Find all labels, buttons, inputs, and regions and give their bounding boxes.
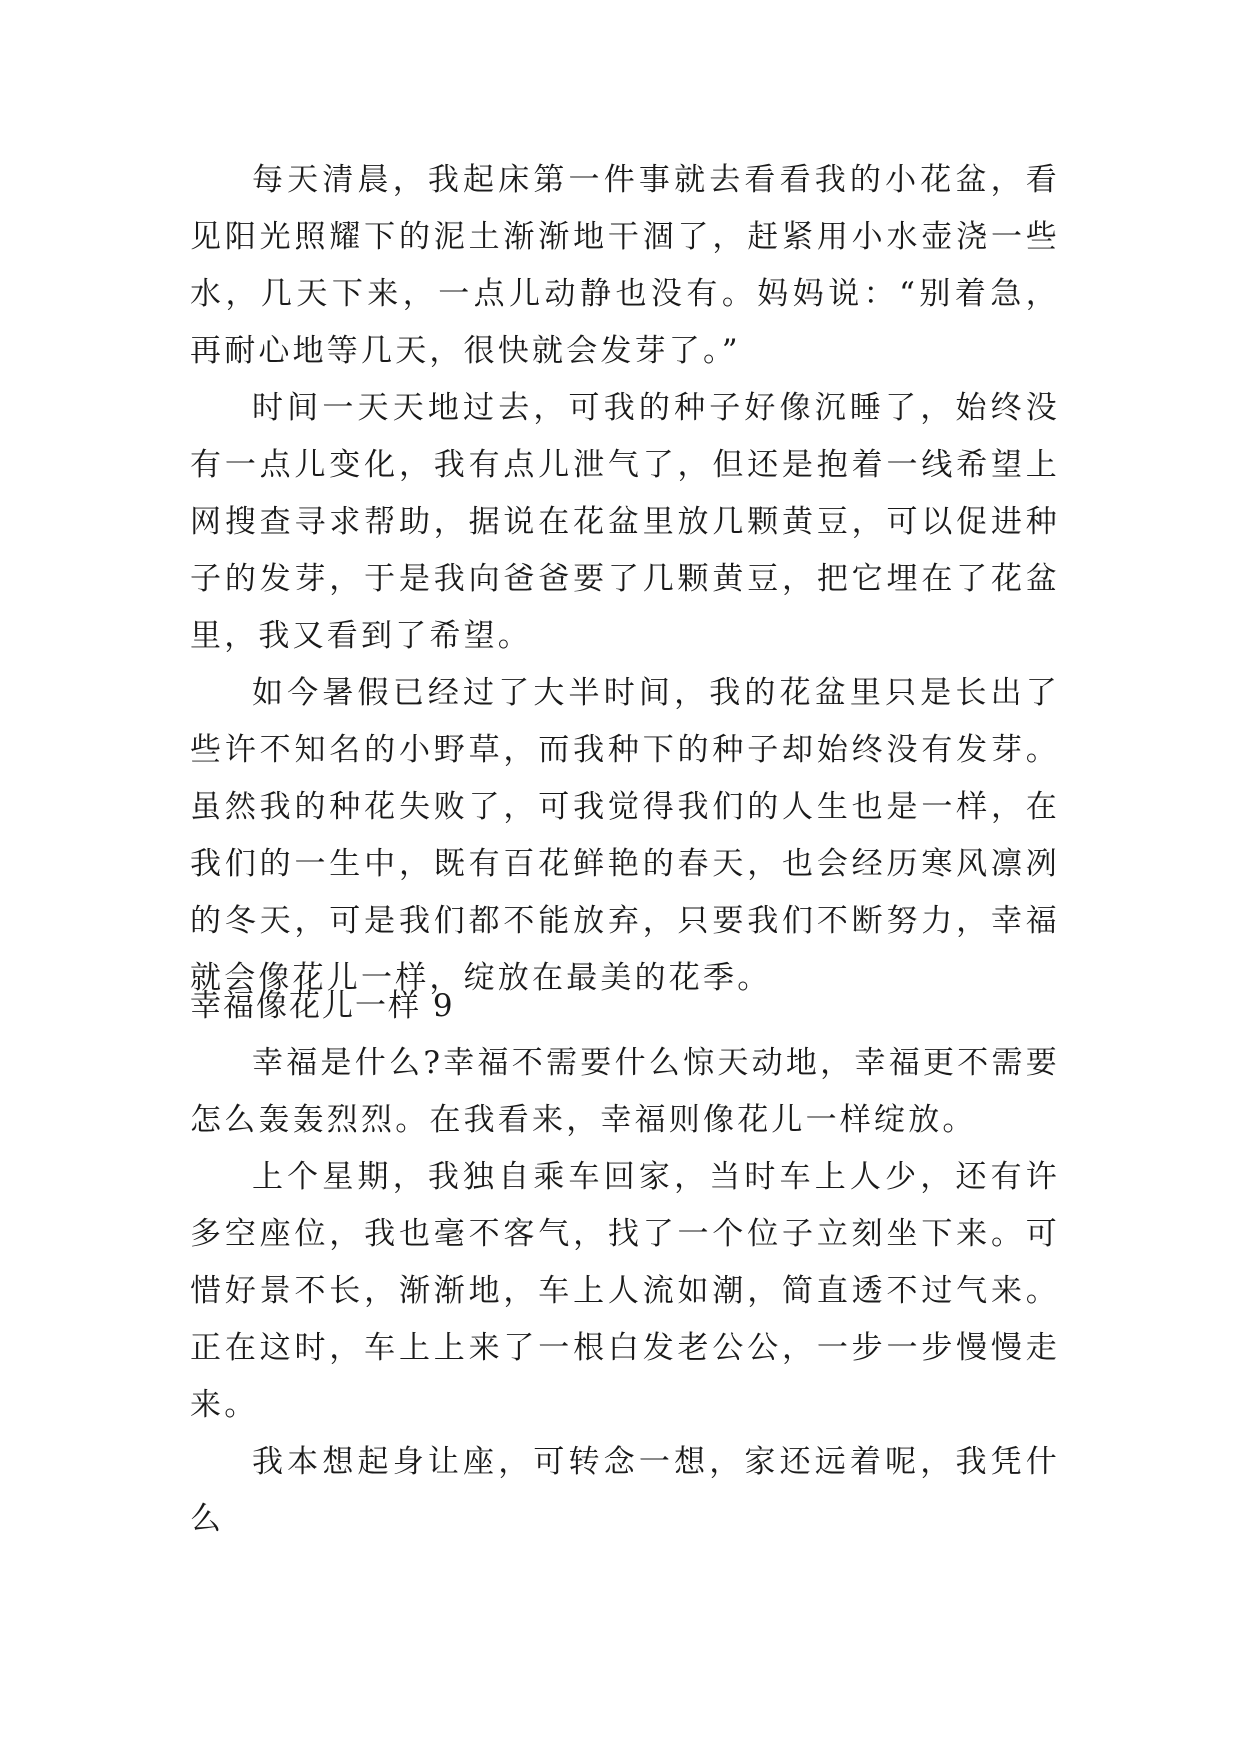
section-2 bbox=[190, 978, 1060, 1548]
paragraph: 我本想起身让座，可转念一想，家还远着呢，我凭什么 bbox=[190, 1444, 1060, 1537]
paragraph: 每天清晨，我起床第一件事就去看看我的小花盆，看见阳光照耀下的泥土渐渐地干涸了，赶紧用小水壶浇一些水，几天下来，一点儿动静也没有。妈妈说：“别着急，再耐心地等几天，很快就会发芽了。” bbox=[190, 162, 1060, 369]
paragraph: 如今暑假已经过了大半时间，我的花盆里只是长出了些许不知名的小野草，而我种下的种子却始终没有发芽。虽然我的种花失败了，可我觉得我们的人生也是一样，在我们的一生中，既有百花鲜艳的春天，也会经历寒风凛冽的冬天，可是我们都不能放弃，只要我们不断努力，幸福就会像花儿一样，绽放在最美的花季。 bbox=[190, 675, 1060, 996]
section-1 bbox=[190, 152, 1060, 1007]
paragraph: 上个星期，我独自乘车回家，当时车上人少，还有许多空座位，我也毫不客气，找了一个位子立刻坐下来。可惜好景不长，渐渐地，车上人流如潮，简直透不过气来。正在这时，车上上来了一根白发老公公，一步一步慢慢走来。 bbox=[190, 1159, 1060, 1423]
section-title: 幸福像花儿一样 9 bbox=[190, 988, 455, 1024]
paragraph: 时间一天天地过去，可我的种子好像沉睡了，始终没有一点儿变化，我有点儿泄气了，但还是抱着一线希望上网搜查寻求帮助，据说在花盆里放几颗黄豆，可以促进种子的发芽，于是我向爸爸要了几颗黄豆，把它埋在了花盆里，我又看到了希望。 bbox=[190, 390, 1060, 654]
paragraph: 幸福是什么?幸福不需要什么惊天动地，幸福更不需要怎么轰轰烈烈。在我看来，幸福则像花儿一样绽放。 bbox=[190, 1045, 1060, 1138]
